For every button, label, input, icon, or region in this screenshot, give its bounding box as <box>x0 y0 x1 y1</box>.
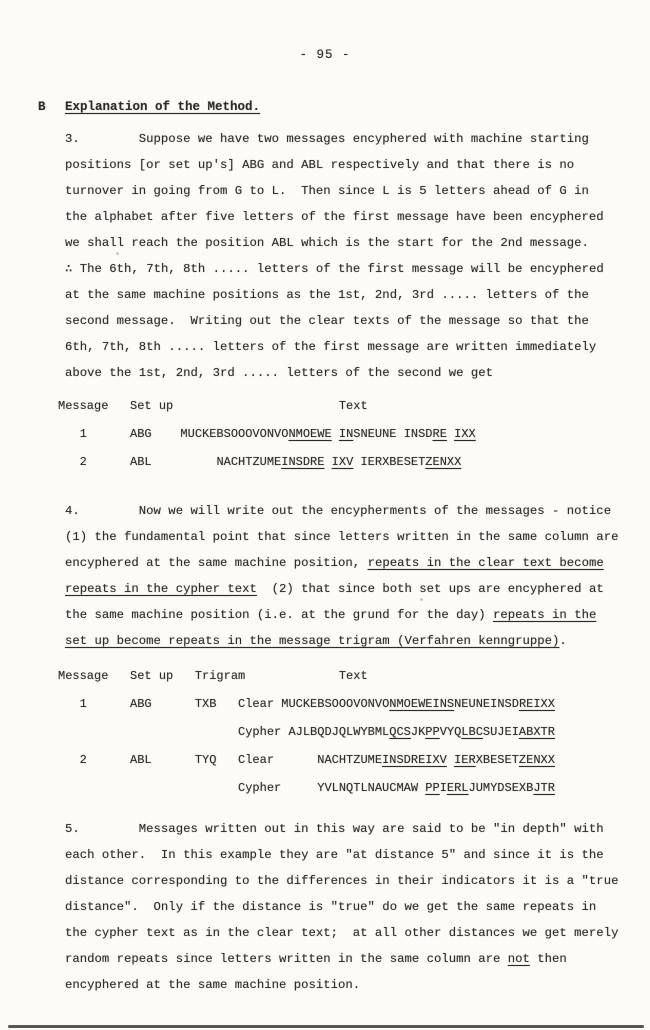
text-line: we shall reach the position ABL which is the start for the 2nd message. <box>65 236 589 250</box>
paragraph-3 <box>65 126 630 386</box>
text-line: repeats in the cypher text (2) that since both set ups are encyphered at <box>65 582 604 596</box>
text-line: 3. Suppose we have two messages encyphered with machine starting <box>65 132 589 146</box>
text-line: positions [or set up's] ABG and ABL respectively and that there is no <box>65 158 575 172</box>
text-line: the cypher text as in the clear text; at all other distances we get merely <box>65 926 619 940</box>
text-line: 5. Messages written out in this way are said to be "in depth" with <box>65 822 604 836</box>
message-table-encypherments <box>58 662 640 802</box>
section-heading: Explanation of the Method. <box>65 100 261 114</box>
text-line: 4. Now we will write out the encypherments of the messages - notice <box>65 504 612 518</box>
section-heading-row <box>38 100 620 114</box>
text-line: ∴ The 6th, 7th, 8th ..... letters of the first message will be encyphered <box>65 262 604 276</box>
message-table-clear-text <box>58 392 640 476</box>
text-line: Cypher AJLBQDJQLWYBMLQCSJKPPVYQLBCSUJEIABXTR <box>58 725 555 739</box>
text-line: turnover in going from G to L. Then since L is 5 letters ahead of G in <box>65 184 589 198</box>
text-line: distance corresponding to the differences in their indicators it is a "true <box>65 874 619 888</box>
text-line: the same machine position (i.e. at the grund for the day) repeats in the <box>65 608 597 622</box>
paragraph-4 <box>65 498 630 654</box>
text-line: encyphered at the same machine position. <box>65 978 361 992</box>
text-line: at the same machine positions as the 1st, 2nd, 3rd ..... letters of the <box>65 288 589 302</box>
scan-speck <box>116 252 119 255</box>
text-line: 2 ABL NACHTZUMEINSDRE IXV IERXBESETZENXX <box>58 455 462 469</box>
paragraph-5 <box>65 816 630 998</box>
text-line: 6th, 7th, 8th ..... letters of the first message are written immediately <box>65 340 597 354</box>
scan-speck <box>420 598 423 601</box>
section-letter: B <box>38 100 46 114</box>
text-line: the alphabet after five letters of the first message have been encyphered <box>65 210 604 224</box>
text-line: 1 ABG MUCKEBSOOOVONVONMOEWE INSNEUNE INSDRE IXX <box>58 427 476 441</box>
text-line: each other. In this example they are "at distance 5" and since it is the <box>65 848 604 862</box>
text-line: Cypher YVLNQTLNAUCMAW PPIERLJUMYDSEXBJTR <box>58 781 555 795</box>
text-line: 1 ABG TXB Clear MUCKEBSOOOVONVONMOEWEINSNEUNEINSDREIXX <box>58 697 555 711</box>
text-line: random repeats since letters written in the same column are not then <box>65 952 567 966</box>
text-line: second message. Writing out the clear texts of the message so that the <box>65 314 589 328</box>
text-line: Message Set up Text <box>58 399 368 413</box>
text-line: 2 ABL TYQ Clear NACHTZUMEINSDREIXV IERXBESETZENXX <box>58 753 555 767</box>
text-line: Message Set up Trigram Text <box>58 669 368 683</box>
text-line: above the 1st, 2nd, 3rd ..... letters of the second we get <box>65 366 494 380</box>
text-line: distance". Only if the distance is "true" do we get the same repeats in <box>65 900 597 914</box>
text-line: (1) the fundamental point that since letters written in the same column are <box>65 530 619 544</box>
page-number: - 95 - <box>299 48 351 62</box>
text-line: set up become repeats in the message trigram (Verfahren kenngruppe). <box>65 634 567 648</box>
scan-edge-artifact <box>8 1025 644 1028</box>
text-line: encyphered at the same machine position, repeats in the clear text become <box>65 556 604 570</box>
